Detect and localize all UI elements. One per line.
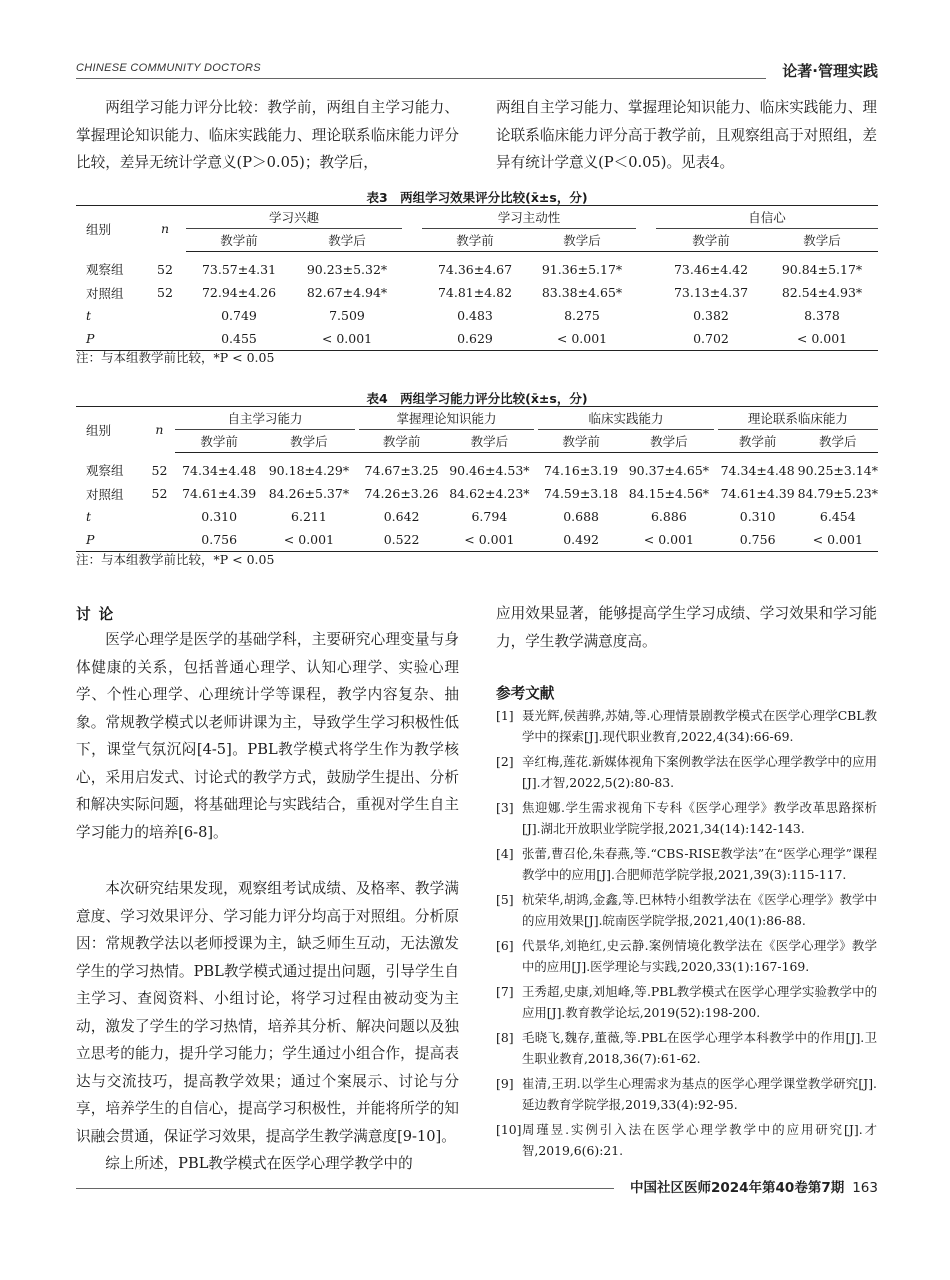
reference-item: [3] 焦迎娜.学生需求视角下专科《医学心理学》教学改革思路探析[J].湖北开放职业学院学报,2021,34(14):142-143.: [496, 800, 877, 836]
reference-item: [7] 王秀超,史康,刘旭峰,等.PBL教学模式在医学心理学实验教学中的应用[J].教育教学论坛,2019(52):198-200.: [496, 984, 877, 1020]
table-row: 对照组 52 74.61±4.39 84.26±5.37* 74.26±3.26 84.62±4.23* 74.59±3.18 84.15±4.56* 74.61±4.39 84.79±5.23*: [86, 486, 878, 502]
table3-col-n: n: [144, 206, 186, 252]
table4-sub-header: 教学后: [624, 430, 714, 453]
table4-sub-header: 教学前: [538, 430, 624, 453]
table-row: 对照组 52 72.94±4.26 82.67±4.94* 74.81±4.82 83.38±4.65* 73.13±4.37 82.54±4.93*: [86, 285, 863, 301]
discussion-paragraph-3: 综上所述，PBL教学模式在医学心理学教学中的: [105, 1155, 413, 1172]
results-paragraph-right: 两组自主学习能力、掌握理论知识能力、临床实践能力、理论联系临床能力评分高于教学前，且观察组高于对照组，差异有统计学意义(P＜0.05)。见表4。: [496, 99, 877, 171]
table-row: P 0.455 < 0.001 0.629 < 0.001 0.702 < 0.001: [76, 327, 878, 351]
table4: [76, 406, 878, 552]
page-number: 163: [852, 1180, 878, 1196]
reference-item: [6] 代景华,刘艳红,史云静.案例情境化教学法在《医学心理学》教学中的应用[J].医学理论与实践,2020,33(1):167-169.: [496, 938, 877, 974]
reference-item: [4] 张蕾,曹召伦,朱春燕,等.“CBS-RISE教学法”在“医学心理学”课程教学中的应用[J].合肥师范学院学报,2021,39(3):115-117.: [496, 846, 877, 882]
table3-group-header: 自信心: [656, 206, 878, 229]
table3-sub-header: 教学前: [422, 229, 528, 252]
table4-group-header: 掌握理论知识能力: [359, 407, 535, 430]
table3-group-header: 学习兴趣: [186, 206, 402, 229]
table-row: P 0.756 < 0.001 0.522 < 0.001 0.492 < 0.001 0.756 < 0.001: [76, 528, 878, 552]
section-label: 论著·管理实践: [782, 62, 878, 80]
header-divider: [76, 78, 766, 79]
table3-sub-header: 教学后: [766, 229, 878, 252]
table3-sub-header: 教学后: [292, 229, 402, 252]
footer-journal: 中国社区医师2024年第40卷第7期: [629, 1180, 845, 1196]
journal-english-name: CHINESE COMMUNITY DOCTORS: [76, 62, 261, 74]
reference-list: [496, 706, 877, 1166]
table3-sub-header: 教学后: [528, 229, 636, 252]
table4-group-header: 理论联系临床能力: [718, 407, 878, 430]
table3-sub-header: 教学前: [186, 229, 292, 252]
table-row: 观察组 52 74.34±4.48 90.18±4.29* 74.67±3.25 90.46±4.53* 74.16±3.19 90.37±4.65* 74.34±4.48 90.25±3.14*: [86, 462, 878, 479]
footer-divider: [76, 1188, 614, 1189]
results-paragraph-left: 两组学习能力评分比较：教学前，两组自主学习能力、掌握理论知识能力、临床实践能力、理论联系临床能力评分比较，差异无统计学意义(P＞0.05)；教学后，: [76, 99, 459, 171]
reference-item: [10] 周瑾昱.实例引入法在医学心理学教学中的应用研究[J].才智,2019,6(6):21.: [496, 1122, 877, 1158]
table4-col-n: n: [144, 407, 176, 453]
table4-sub-header: 教学后: [263, 430, 355, 453]
table3-col-group: 组别: [76, 206, 144, 252]
reference-item: [2] 辛红梅,莲花.新媒体视角下案例教学法在医学心理学教学中的应用[J].才智,2022,5(2):80-83.: [496, 754, 877, 790]
table-row: t 0.749 7.509 0.483 8.275 0.382 8.378: [86, 308, 840, 323]
table4-group-header: 临床实践能力: [538, 407, 714, 430]
table4-caption: 表4 两组学习能力评分比较(x̄±s，分): [366, 391, 588, 406]
table-row: 观察组 52 73.57±4.31 90.23±5.32* 74.36±4.67 91.36±5.17* 73.46±4.42 90.84±5.17*: [86, 261, 863, 278]
reference-item: [8] 毛晓飞,魏存,董薇,等.PBL在医学心理学本科教学中的作用[J].卫生职业教育,2018,36(7):61-62.: [496, 1030, 877, 1066]
table3-note: 注：与本组教学前比较，*P < 0.05: [76, 350, 275, 365]
discussion-heading: 讨论: [76, 606, 122, 623]
references-heading: 参考文献: [496, 685, 555, 702]
footer: [630, 1176, 878, 1196]
discussion-paragraph-3-continued: 应用效果显著，能够提高学生学习成绩、学习效果和学习能力，学生教学满意度高。: [496, 605, 877, 650]
reference-item: [9] 崔清,王玥.以学生心理需求为基点的医学心理学课堂教学研究[J].延边教育学院学报,2019,33(4):92-95.: [496, 1076, 877, 1112]
discussion-paragraph-2: 本次研究结果发现，观察组考试成绩、及格率、教学满意度、学习效果评分、学习能力评分均高于对照组。分析原因：常规教学法以老师授课为主，缺乏师生互动，无法激发学生的学习热情。PBL教学模式通过提出问题，引导学生自主学习、查阅资料、小组讨论，将学习过程由被动变为主动，激发了学生的学习热情，培养其分析、解决问题以及独立思考的能力，提升学习能力；学生通过小组合作，提高表达与交流技巧，提高教学效果；通过个案展示、讨论与分享，培养学生的自信心，提高学习积极性，并能将所学的知识融会贯通，保证学习效果，提高学生教学满意度[9-10]。: [76, 880, 459, 1145]
table4-group-header: 自主学习能力: [175, 407, 355, 430]
table4-note: 注：与本组教学前比较，*P < 0.05: [76, 552, 275, 567]
table4-col-group: 组别: [76, 407, 144, 453]
table4-sub-header: 教学前: [718, 430, 798, 453]
table4-sub-header: 教学前: [175, 430, 263, 453]
table-row: t 0.310 6.211 0.642 6.794 0.688 6.886 0.310 6.454: [86, 509, 856, 524]
table4-sub-header: 教学前: [359, 430, 445, 453]
reference-item: [1] 聂光辉,侯茜骅,苏婧,等.心理情景剧教学模式在医学心理学CBL教学中的探索[J].现代职业教育,2022,4(34):66-69.: [496, 708, 877, 744]
table3-group-header: 学习主动性: [422, 206, 636, 229]
reference-item: [5] 杭荣华,胡鸿,金鑫,等.巴林特小组教学法在《医学心理学》教学中的应用效果[J].皖南医学院学报,2021,40(1):86-88.: [496, 892, 877, 928]
table4-sub-header: 教学后: [798, 430, 878, 453]
table3-caption: 表3 两组学习效果评分比较(x̄±s，分): [366, 190, 588, 205]
table3-sub-header: 教学前: [656, 229, 766, 252]
discussion-paragraph-1: 医学心理学是医学的基础学科，主要研究心理变量与身体健康的关系，包括普通心理学、认知心理学、实验心理学、个性心理学、心理统计学等课程，教学内容复杂、抽象。常规教学模式以老师讲课为主，导致学生学习积极性低下，课堂气氛沉闷[4-5]。PBL教学模式将学生作为教学核心，采用启发式、讨论式的教学方式，鼓励学生提出、分析和解决实际问题，将基础理论与实践结合，重视对学生自主学习能力的培养[6-8]。: [76, 631, 459, 841]
table4-sub-header: 教学后: [444, 430, 534, 453]
table3: [76, 205, 878, 351]
